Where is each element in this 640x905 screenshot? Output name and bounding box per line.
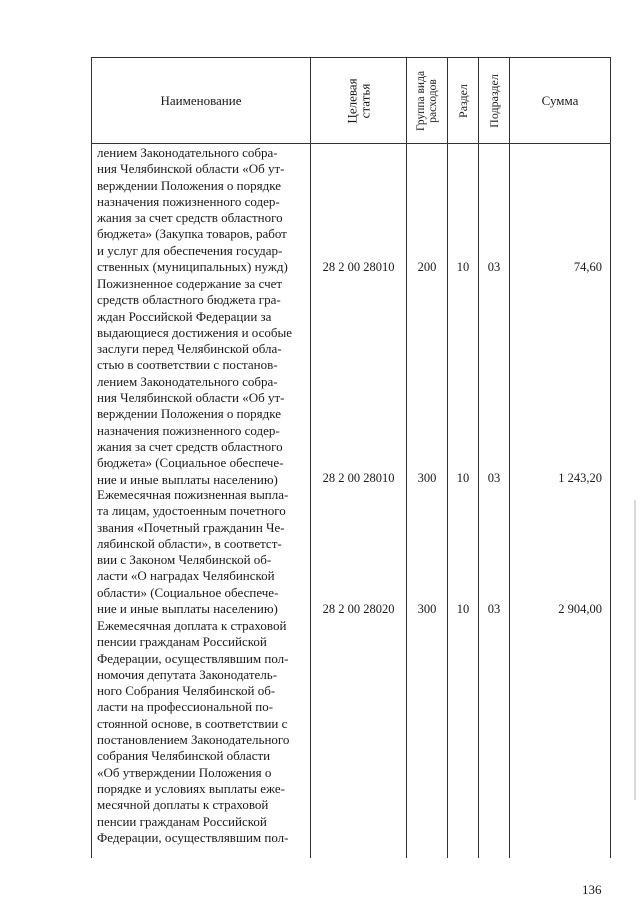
scan-edge-shadow (634, 500, 636, 800)
table-cell-sum: 74,60 (573, 260, 602, 274)
header-target-article: Целевая статья (344, 77, 373, 124)
table-left-border (91, 57, 92, 858)
table-row-description: Ежемесячная пожизненная выпла- та лицам, удостоенным почетного звания «Почетный гражданин Че- лябинской области», в соответст- вии с Законом Челябинской об- ласти «О наградах Челябинской области» (Социальное обеспече- ние и иные выплаты населению) (97, 487, 289, 617)
table-cell-section: 10 (456, 260, 470, 274)
table-cell-section: 10 (456, 602, 470, 616)
page-number: 136 (582, 882, 602, 897)
table-cell-subsection: 03 (487, 602, 501, 616)
header-expense-group: Группа вида расходов (415, 70, 440, 131)
header-section: Раздел (456, 83, 471, 118)
table-cell-section: 10 (456, 471, 470, 485)
table-row-description: лением Законодательного собра- ния Челябинской области «Об ут- верждении Положения о порядке назначения пожизненного содер- жания за счет средств областного бюджета» (Закупка товаров, работ и услуг для обеспечения государ- ственных (муниципальных) нужд) (97, 145, 288, 275)
table-cell-code: 28 2 00 28020 (322, 602, 395, 616)
header-bottom-border (91, 143, 611, 144)
table-cell-sum: 1 243,20 (558, 471, 602, 485)
table-cell-sum: 2 904,00 (558, 602, 602, 616)
header-name: Наименование (160, 92, 242, 108)
table-right-border (610, 57, 611, 858)
header-subsection: Подраздел (487, 73, 502, 128)
column-divider-section (478, 57, 479, 858)
column-divider-name (310, 57, 311, 858)
column-divider-subsection (509, 57, 510, 858)
table-cell-subsection: 03 (487, 471, 501, 485)
table-row-description: Ежемесячная доплата к страховой пенсии гражданам Российской Федерации, осуществлявшим пол- номочия депутата Законодатель- ного Собрания Челябинской об- ласти на профессиональной по- стоянной основе, в соответствии с постановлением Законодательного собрания Челябинской области «Об утверждении Положения о порядке и условиях выплаты еже- месячной доплаты к страховой пенсии гражданам Российской Федерации, осуществлявшим пол- (97, 618, 290, 845)
table-cell-code: 28 2 00 28010 (322, 260, 395, 274)
table-row-description: Пожизненное содержание за счет средств областного бюджета гра- ждан Российской Федерации за выдающиеся достижения и особые заслуги перед Челябинской обла- стью в соответствии с постанов- лением Законодательного собра- ния Челябинской области «Об ут- верждении Положения о порядке назначения пожизненного содер- жания за счет средств областного бюджета» (Социальное обеспече- ние и иные выплаты населению) (97, 276, 293, 487)
table-cell-group: 300 (417, 471, 437, 485)
column-divider-code (406, 57, 407, 858)
table-cell-group: 200 (417, 260, 437, 274)
table-cell-code: 28 2 00 28010 (322, 471, 395, 485)
table-cell-group: 300 (417, 602, 437, 616)
table-cell-subsection: 03 (487, 260, 501, 274)
header-sum: Сумма (541, 92, 579, 108)
column-divider-group (447, 57, 448, 858)
